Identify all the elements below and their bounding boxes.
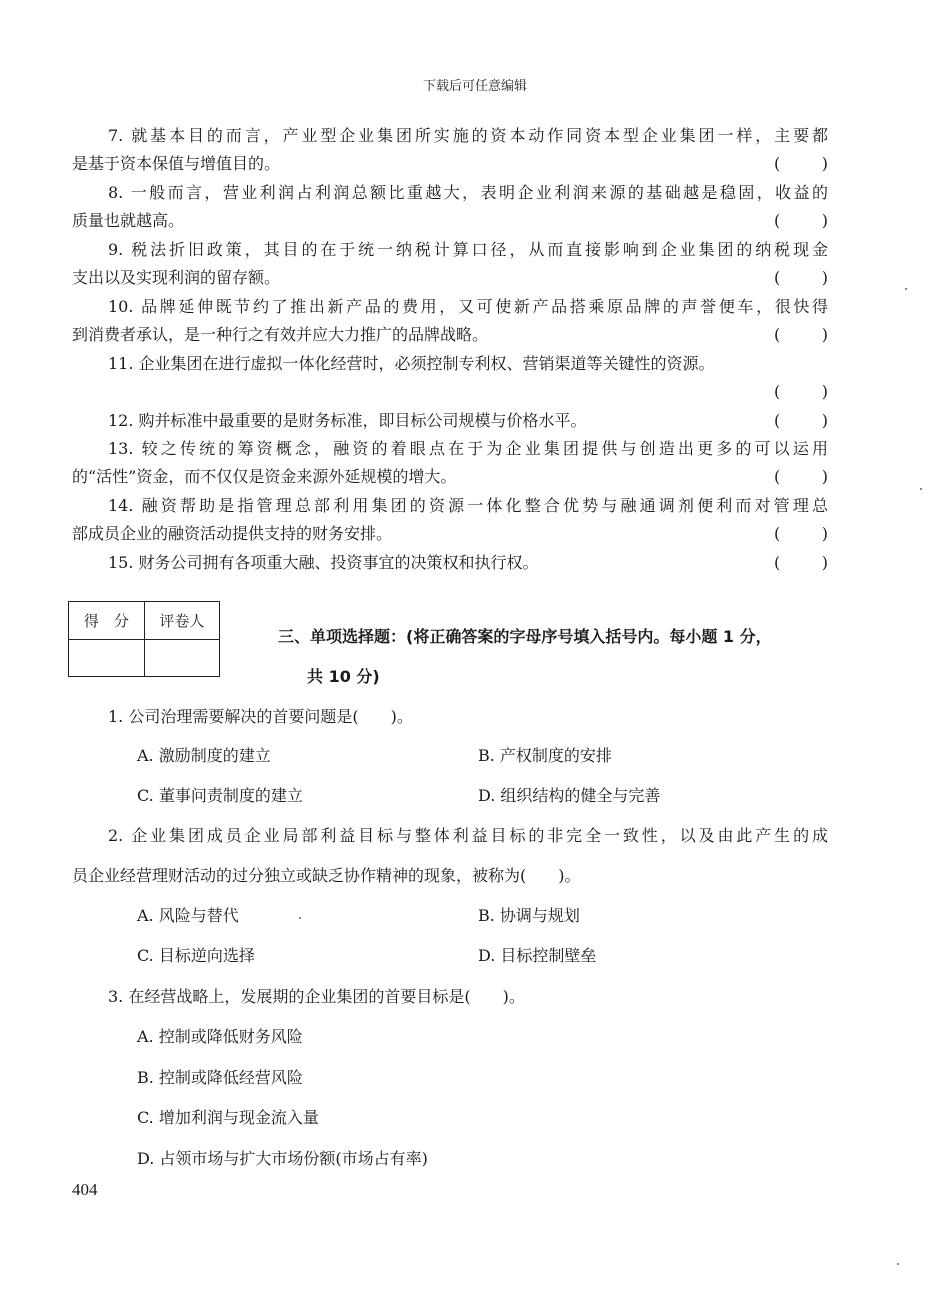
tf-item-9-line2: 支出以及实现利润的留存额。 [72, 268, 281, 287]
question-1-stem: 1. 公司治理需要解决的首要问题是( )。 [108, 707, 413, 726]
question-2-option-c: C. 目标逆向选择 [137, 946, 255, 965]
score-cell[interactable] [69, 639, 145, 677]
answer-bracket[interactable]: ( ) [774, 382, 828, 401]
question-1-option-b: B. 产权制度的安排 [478, 746, 612, 765]
answer-bracket[interactable]: ( ) [774, 211, 828, 230]
tf-item-15-line1: 15. 财务公司拥有各项重大融、投资事宜的决策权和执行权。 [108, 553, 539, 572]
tf-item-13-line2: 的“活性”资金，而不仅仅是资金来源外延规模的增大。 [72, 467, 457, 486]
tf-item-8-line1: 8. 一般而言，营业利润占利润总额比重越大，表明企业利润来源的基础越是稳固，收益的 [108, 183, 828, 202]
scan-speck [920, 488, 922, 490]
question-3-option-d: D. 占领市场与扩大市场份额(市场占有率) [137, 1149, 428, 1168]
page-header: 下载后可任意编辑 [422, 79, 527, 94]
grader-cell[interactable] [144, 639, 219, 677]
tf-item-13-line1: 13. 较之传统的筹资概念，融资的着眼点在于为企业集团提供与创造出更多的可以运用 [108, 439, 828, 458]
question-1-option-a: A. 激励制度的建立 [137, 746, 271, 765]
scan-speck [299, 917, 301, 919]
tf-item-10-line2: 到消费者承认，是一种行之有效并应大力推广的品牌战略。 [72, 325, 489, 344]
section-title-continued: 共 10 分) [307, 667, 380, 686]
question-2-option-d: D. 目标控制壁垒 [478, 946, 597, 965]
tf-item-14-line2: 部成员企业的融资活动提供支持的财务安排。 [72, 524, 393, 543]
answer-bracket[interactable]: ( ) [774, 553, 828, 572]
question-1-option-d: D. 组织结构的健全与完善 [478, 786, 661, 805]
true-false-list [72, 125, 828, 585]
answer-bracket[interactable]: ( ) [774, 154, 828, 173]
tf-item-7-line1: 7. 就基本目的而言，产业型企业集团所实施的资本动作同资本型企业集团一样，主要都 [108, 126, 828, 145]
tf-item-8-line2: 质量也就越高。 [72, 211, 185, 230]
section-title: 三、单项选择题：(将正确答案的字母序号填入括号内。每小题 1 分， [278, 627, 772, 646]
scan-speck [905, 288, 907, 290]
question-3-option-b: B. 控制或降低经营风险 [137, 1068, 303, 1087]
tf-item-10-line1: 10. 品牌延伸既节约了推出新产品的费用，又可使新产品搭乘原品牌的声誉便车，很快得 [108, 297, 828, 316]
tf-item-12-line1: 12. 购并标准中最重要的是财务标准，即目标公司规模与价格水平。 [108, 411, 587, 430]
question-1-option-c: C. 董事问责制度的建立 [137, 786, 303, 805]
tf-item-14-line1: 14. 融资帮助是指管理总部利用集团的资源一体化整合优势与融通调剂便利而对管理总 [108, 496, 828, 515]
question-3-option-a: A. 控制或降低财务风险 [137, 1027, 303, 1046]
page-number: 404 [72, 1180, 98, 1199]
answer-bracket[interactable]: ( ) [774, 524, 828, 543]
scan-speck [897, 1263, 899, 1265]
tf-item-7-line2: 是基于资本保值与增值目的。 [72, 154, 281, 173]
tf-item-9-line1: 9. 税法折旧政策，其目的在于统一纳税计算口径，从而直接影响到企业集团的纳税现金 [108, 240, 828, 259]
question-3-option-c: C. 增加利润与现金流入量 [137, 1108, 319, 1127]
question-2-stem-line1: 2. 企业集团成员企业局部利益目标与整体利益目标的非完全一致性，以及由此产生的成 [108, 826, 828, 845]
score-box [68, 601, 220, 677]
question-3-stem: 3. 在经营战略上，发展期的企业集团的首要目标是( )。 [108, 987, 525, 1006]
question-2-stem-line2: 员企业经营理财活动的过分独立或缺乏协作精神的现象，被称为( )。 [72, 866, 581, 885]
score-label: 得 分 [69, 602, 145, 640]
answer-bracket[interactable]: ( ) [774, 268, 828, 287]
question-2-option-a: A. 风险与替代 [137, 906, 239, 925]
question-2-option-b: B. 协调与规划 [478, 906, 580, 925]
tf-item-11-line1: 11. 企业集团在进行虚拟一体化经营时，必须控制专利权、营销渠道等关键性的资源。 [108, 354, 715, 373]
answer-bracket[interactable]: ( ) [774, 325, 828, 344]
answer-bracket[interactable]: ( ) [774, 411, 828, 430]
answer-bracket[interactable]: ( ) [774, 467, 828, 486]
grader-label: 评卷人 [144, 602, 219, 640]
